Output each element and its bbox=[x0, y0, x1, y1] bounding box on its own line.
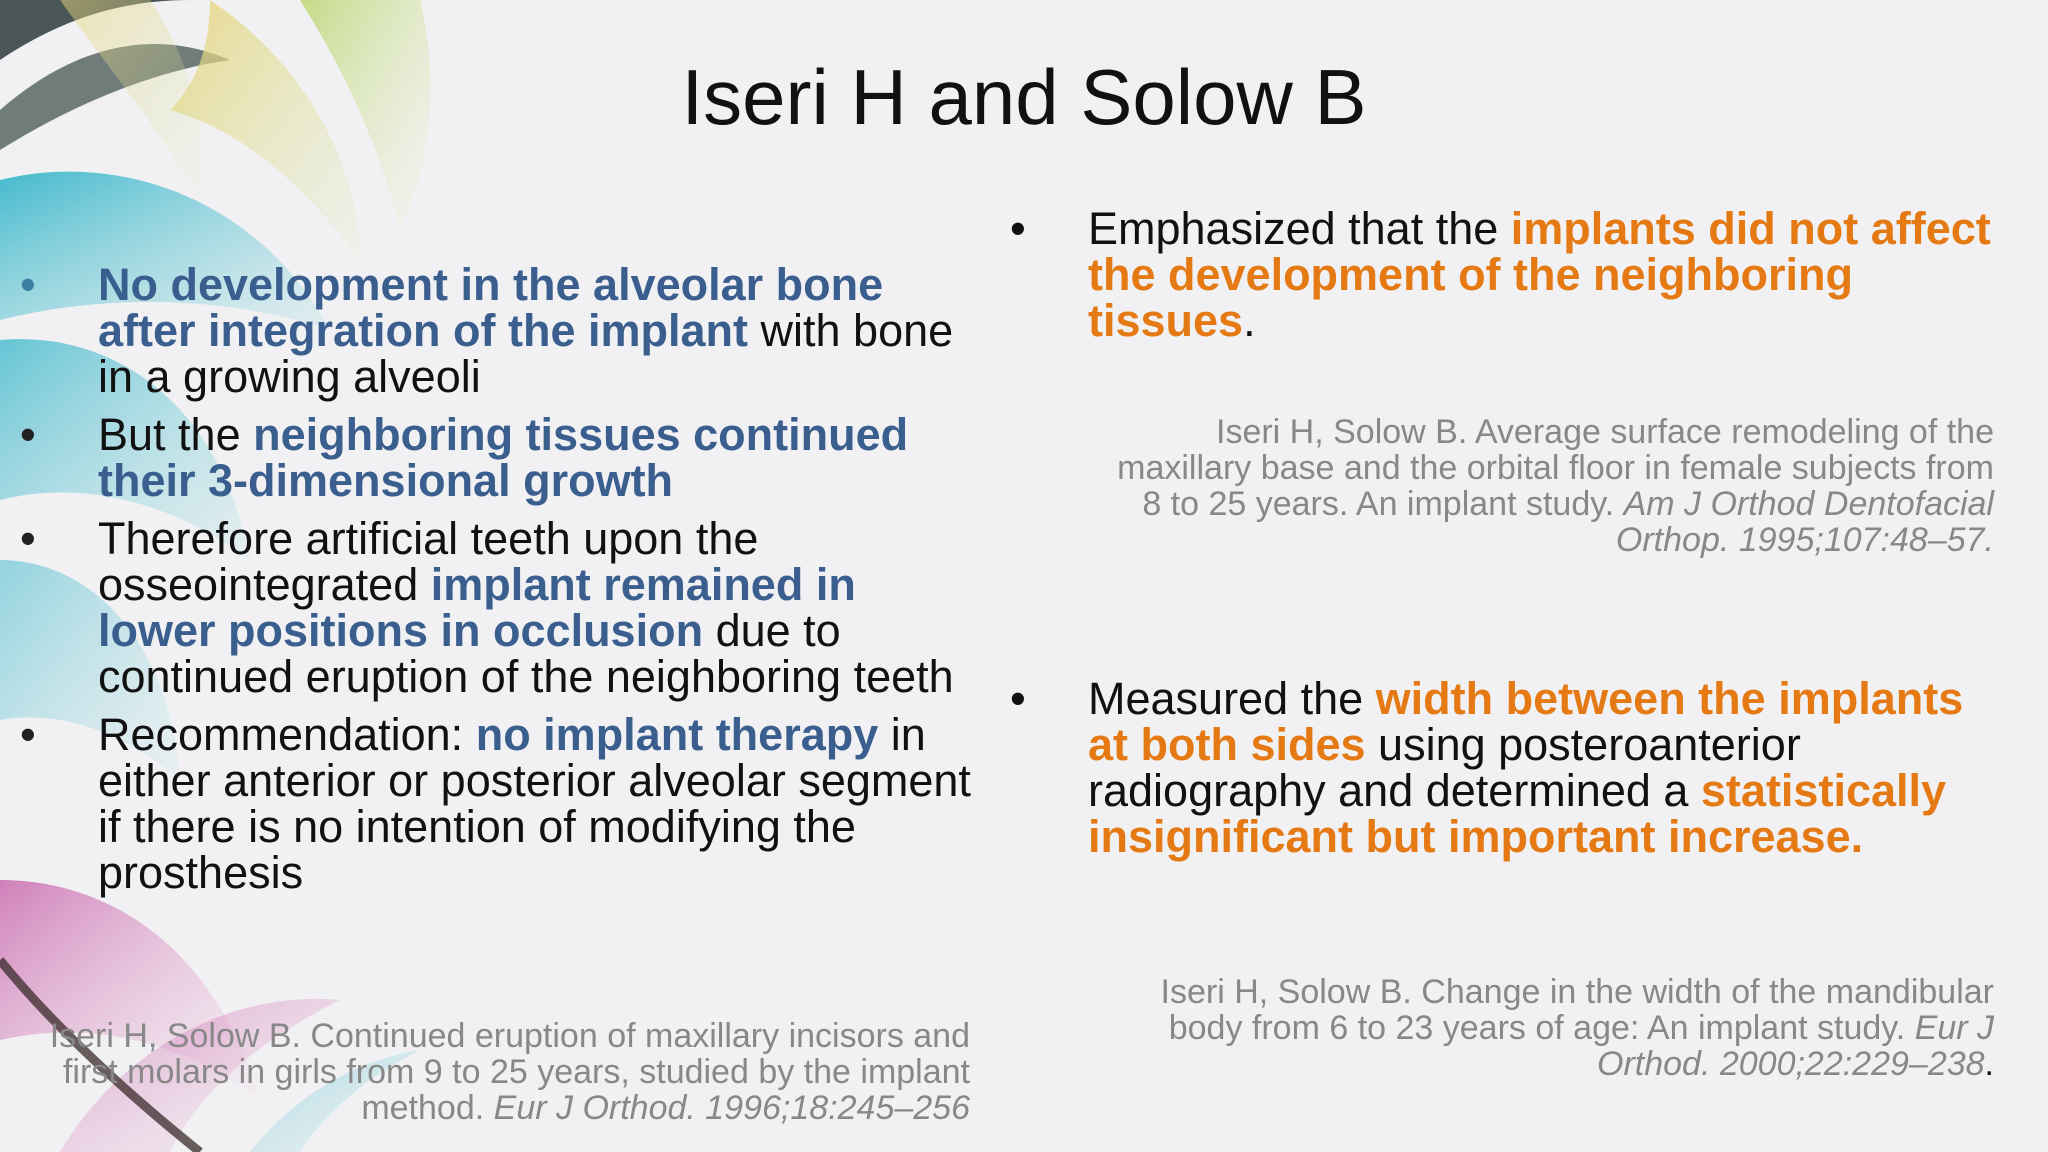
reference-text: Iseri H, Solow B. Average surface remodeling of the maxillary base and the orbital floor in female subjects from 8 to 25 years. An implant study. bbox=[1117, 413, 1994, 523]
bullet-dot: • bbox=[20, 409, 36, 460]
bullet-dot: • bbox=[1010, 673, 1026, 724]
body-text: Recommendation: bbox=[98, 709, 476, 760]
bullet-item bbox=[20, 409, 980, 506]
reference-journal: Eur J Orthod. 1996;18:245–256 bbox=[493, 1089, 970, 1127]
left-bullet-list bbox=[20, 259, 980, 908]
slide-title: Iseri H and Solow B bbox=[681, 53, 1367, 141]
bullet-dot: • bbox=[20, 513, 36, 564]
body-text: in either anterior or posterior alveolar segment if there is no intention of modifying the prosthesis bbox=[98, 709, 971, 898]
highlight-text: implants did not affect the development of the neighboring tissues bbox=[1088, 203, 1991, 346]
body-text: with bone in a growing alveoli bbox=[98, 305, 954, 402]
right-bullet-2 bbox=[1010, 673, 2010, 862]
bullet-dot: • bbox=[1010, 203, 1026, 254]
bullet-item bbox=[20, 709, 980, 898]
highlight-text: neighboring tissues continued their 3-dimensional growth bbox=[98, 409, 909, 506]
body-text: due to continued eruption of the neighboring teeth bbox=[98, 605, 954, 702]
body-text: . bbox=[1243, 295, 1256, 346]
highlight-text: no implant therapy bbox=[475, 709, 879, 760]
body-text: Emphasized that the bbox=[1088, 203, 1511, 254]
bullet-item bbox=[20, 513, 980, 702]
highlight-text: width between the implants at both sides bbox=[1088, 673, 1964, 770]
body-text: Measured the bbox=[1088, 673, 1376, 724]
highlight-text: implant remained in lower positions in occlusion bbox=[98, 559, 856, 656]
reference-tail: . bbox=[1984, 1045, 1994, 1083]
reference-text: Iseri H, Solow B. Change in the width of the mandibular body from 6 to 23 years of age: An implant study. bbox=[1160, 973, 1994, 1047]
body-text: using posteroanterior radiography and determined a bbox=[1088, 719, 1801, 816]
reference-journal: Eur J Orthod. 2000;22:229–238 bbox=[1597, 1009, 1994, 1083]
right-bullet-1 bbox=[1010, 203, 2010, 346]
right-reference-1 bbox=[1110, 414, 1994, 558]
bullet-dot: • bbox=[20, 259, 36, 310]
right-reference-2 bbox=[1080, 974, 1994, 1082]
bullet-dot: • bbox=[20, 709, 36, 760]
left-reference bbox=[20, 1018, 970, 1126]
body-text: But the bbox=[98, 409, 254, 460]
bullet-item bbox=[20, 259, 980, 402]
reference-journal: Am J Orthod Dentofacial Orthop. 1995;107:48–57. bbox=[1615, 485, 1994, 559]
reference-text: Iseri H, Solow B. Continued eruption of maxillary incisors and first molars in girls from 9 to 25 years, studied by the implant method. bbox=[49, 1017, 970, 1127]
highlight-text: No development in the alveolar bone after integration of the implant bbox=[98, 259, 884, 356]
highlight-text: statistically insignificant but important increase. bbox=[1088, 765, 1947, 862]
body-text: Therefore artificial teeth upon the osseointegrated bbox=[98, 513, 759, 610]
